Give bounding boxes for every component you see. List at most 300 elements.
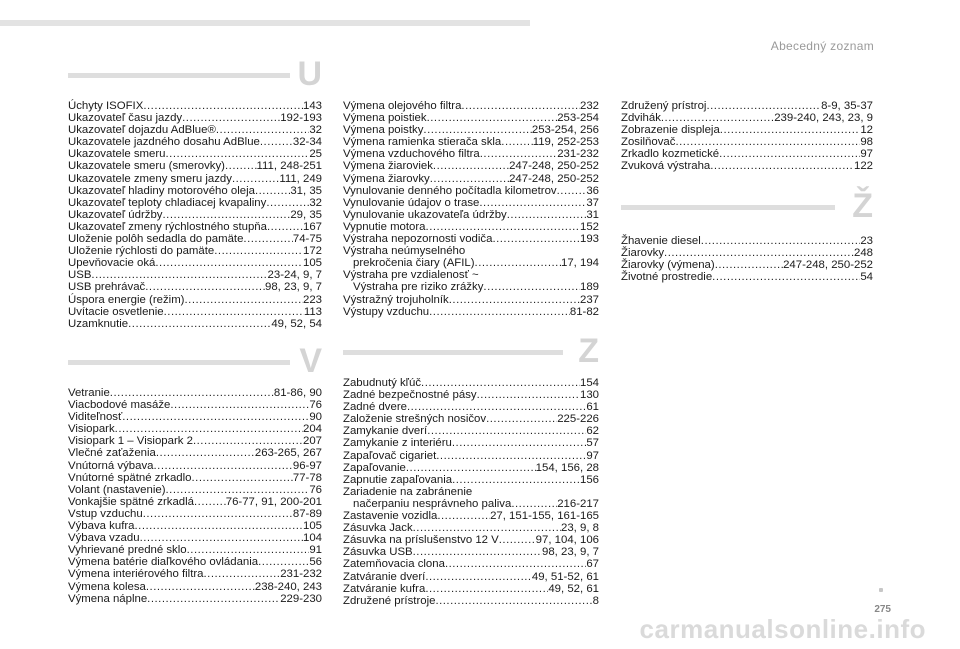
page-dot-marker <box>879 588 883 592</box>
leader-dots <box>145 281 265 293</box>
section-z <box>343 332 599 607</box>
section-v <box>68 342 322 605</box>
index-entry <box>343 510 599 522</box>
index-pages: 98, 23, 9, 7 <box>265 281 322 294</box>
index-pages: 23 <box>860 235 873 247</box>
index-entry <box>343 401 599 413</box>
section-zh-letter: Ž <box>852 187 873 225</box>
index-entry <box>621 160 873 172</box>
index-entry <box>68 318 322 330</box>
section-z-rule <box>343 350 563 355</box>
index-entry <box>343 534 599 546</box>
index-pages: 37 <box>586 196 599 209</box>
index-pages: 229-230 <box>280 592 322 605</box>
section-v-rule <box>68 360 290 365</box>
index-pages: 238-240, 243 <box>254 580 322 593</box>
index-entry <box>68 411 322 423</box>
section-v-header <box>68 342 322 387</box>
index-term: Ukazovatele zmeny smeru jazdy <box>68 172 232 185</box>
leader-dots <box>122 411 309 423</box>
index-pages: 49, 51-52, 61 <box>531 570 599 583</box>
index-entry <box>68 269 322 281</box>
leader-dots <box>511 498 557 510</box>
watermark-text: carmanualsonline.info <box>639 614 926 644</box>
index-entry <box>343 583 599 595</box>
leader-dots <box>260 136 293 148</box>
index-pages: 231-232 <box>280 568 322 581</box>
index-pages: 97 <box>586 449 599 462</box>
index-pages: 237 <box>579 293 599 306</box>
index-entry <box>343 413 599 425</box>
index-term: Výmena žiarovky <box>343 172 430 185</box>
index-pages: 32 <box>309 196 322 209</box>
index-entry <box>68 447 322 459</box>
index-title: Abecedný zoznam <box>770 39 874 53</box>
leader-dots <box>143 100 303 112</box>
leader-dots <box>166 484 310 496</box>
index-pages: 74-75 <box>292 233 322 246</box>
index-entry <box>621 112 873 124</box>
leader-dots <box>664 247 854 259</box>
index-pages: 23-24, 9, 7 <box>267 269 322 282</box>
section-z-continued <box>621 100 873 173</box>
leader-dots <box>187 544 310 556</box>
leader-dots <box>710 160 854 172</box>
leader-dots <box>719 148 860 160</box>
leader-dots <box>425 571 532 583</box>
index-pages: 247-248, 250-252 <box>509 160 599 173</box>
index-entry <box>621 259 873 271</box>
section-v-continued-list <box>343 100 599 318</box>
index-entry <box>68 197 322 209</box>
index-entry <box>343 148 599 160</box>
index-pages: 97, 104, 106 <box>535 534 599 547</box>
index-entry <box>68 544 322 556</box>
index-term: Vonkajšie spätné zrkadlá <box>68 495 195 508</box>
index-term: Ukazovateľ hladiny motorového oleja <box>68 184 255 197</box>
index-entry <box>68 185 322 197</box>
index-entry <box>343 437 599 449</box>
leader-dots <box>225 160 257 172</box>
index-term: Zrkadlo kozmetické <box>621 148 720 161</box>
index-entry <box>68 294 322 306</box>
index-term: Zamykanie dverí <box>343 425 428 438</box>
leader-dots <box>243 233 292 245</box>
index-entry <box>343 306 599 318</box>
index-pages: 81-82 <box>569 305 599 318</box>
index-term: USB prehrávač <box>68 281 146 294</box>
index-entry <box>68 496 322 508</box>
index-entry <box>68 281 322 293</box>
index-entry <box>343 197 599 209</box>
leader-dots <box>166 148 310 160</box>
index-term: Výstraha pre riziko zrážky <box>353 281 484 294</box>
leader-dots <box>258 556 309 568</box>
index-term: Žiarovky <box>621 247 665 260</box>
leader-dots <box>433 160 509 172</box>
index-entry <box>343 498 599 510</box>
index-term: Vynulovanie ukazovateľa údržby <box>343 208 507 221</box>
index-entry <box>68 221 322 233</box>
index-pages: 27, 151-155, 161-165 <box>490 510 599 523</box>
index-entry <box>343 294 599 306</box>
index-pages: 154 <box>579 377 599 389</box>
index-pages: 223 <box>302 293 322 306</box>
index-pages: 98, 23, 9, 7 <box>542 546 599 559</box>
leader-dots <box>421 377 580 389</box>
section-zh <box>621 187 873 284</box>
index-entry <box>343 546 599 558</box>
index-term: Zásuvka USB <box>343 546 413 559</box>
index-term: Výmena ramienka stierača skla <box>343 136 502 149</box>
index-pages: 76-77, 91, 200-201 <box>225 495 322 508</box>
index-pages: 54 <box>860 271 873 284</box>
index-term: Zásuvka Jack <box>343 522 413 535</box>
index-entry <box>621 271 873 283</box>
index-term: Zabudnutý kľúč <box>343 377 422 389</box>
leader-dots <box>715 259 783 271</box>
index-term: Ukazovatele jazdného dosahu AdBlue <box>68 136 260 149</box>
index-term: načerpaniu nesprávneho paliva <box>353 497 512 510</box>
leader-dots <box>427 425 586 437</box>
page-number: 275 <box>874 604 891 615</box>
index-entry <box>343 486 599 498</box>
index-term: Ukazovatele smeru (smerovky) <box>68 160 225 173</box>
section-u-rule <box>68 73 290 78</box>
index-pages: 31 <box>586 208 599 221</box>
index-entry <box>621 100 873 112</box>
index-pages: 113 <box>303 305 322 318</box>
index-pages: 67 <box>586 558 599 571</box>
leader-dots <box>182 112 280 124</box>
leader-dots <box>413 522 561 534</box>
leader-dots <box>164 306 304 318</box>
index-entry <box>68 245 322 257</box>
index-term: USB <box>68 269 92 282</box>
leader-dots <box>706 100 821 112</box>
index-entry <box>343 425 599 437</box>
index-term: Upevňovacie oká <box>68 257 156 270</box>
index-entry <box>68 387 322 399</box>
index-pages: 49, 52, 54 <box>271 317 322 330</box>
index-term: Visiopark <box>68 423 115 436</box>
leader-dots <box>429 306 570 318</box>
index-term: Zadné bezpečnostné pásy <box>343 389 477 402</box>
index-pages: 204 <box>302 423 322 436</box>
index-pages: 111, 248-251 <box>256 160 322 173</box>
index-entry <box>68 306 322 318</box>
index-pages: 25 <box>309 148 322 161</box>
index-term: Zdvihák <box>621 112 661 125</box>
leader-dots <box>675 136 860 148</box>
leader-dots <box>266 197 309 209</box>
index-entry <box>68 568 322 580</box>
leader-dots <box>91 269 267 281</box>
leader-dots <box>486 413 557 425</box>
index-term: Výstraha pre vzdialenosť ~ <box>343 269 479 282</box>
index-term: Zvuková výstraha <box>621 160 711 173</box>
index-pages: 172 <box>302 245 322 258</box>
index-pages: 17, 194 <box>560 257 599 270</box>
index-term: Vnútorná výbava <box>68 459 154 472</box>
index-pages: 98 <box>860 136 873 149</box>
index-term: Združený prístroj <box>621 100 707 112</box>
index-pages: 31, 35 <box>290 184 322 197</box>
index-term: Volant (nastavenie) <box>68 483 166 496</box>
index-entry <box>343 245 599 257</box>
index-pages: 97 <box>860 148 873 161</box>
leader-dots <box>194 496 226 508</box>
index-term: Vlečné zaťaženia <box>68 447 156 460</box>
leader-dots <box>413 546 542 558</box>
section-zh-rule <box>621 205 835 210</box>
index-term: Zapnutie zapaľovania <box>343 473 453 486</box>
index-term: Úchyty ISOFIX <box>68 100 144 112</box>
index-term: Ukazovateľ údržby <box>68 208 163 221</box>
index-term: Združené prístroje <box>343 594 436 607</box>
leader-dots <box>425 583 548 595</box>
index-pages: 247-248, 250-252 <box>509 172 599 185</box>
index-entry <box>343 281 599 293</box>
leader-dots <box>406 462 536 474</box>
leader-dots <box>436 450 586 462</box>
index-term: Výmena náplne <box>68 592 148 605</box>
index-term: Životné prostredie <box>621 271 713 284</box>
leader-dots <box>407 401 586 413</box>
index-term: Ukazovateľ zmeny rýchlostného stupňa <box>68 220 267 233</box>
index-term: Výmena poistky <box>343 124 424 137</box>
index-term: Zosilňovač <box>621 136 676 149</box>
leader-dots <box>232 173 279 185</box>
index-entry <box>68 112 322 124</box>
index-entry <box>343 269 599 281</box>
index-term: Zatemňovacia clona <box>343 558 445 571</box>
leader-dots <box>110 387 274 399</box>
index-pages: 207 <box>302 435 322 448</box>
leader-dots <box>477 389 580 401</box>
index-pages: 77-78 <box>292 471 322 484</box>
leader-dots <box>216 124 309 136</box>
index-pages: 143 <box>302 100 322 112</box>
index-pages: 253-254, 256 <box>531 124 599 137</box>
index-pages: 216-217 <box>557 497 599 510</box>
index-pages: 8-9, 35-37 <box>821 100 873 112</box>
index-pages: 248 <box>853 247 873 260</box>
index-pages: 193 <box>579 233 599 246</box>
index-term: Výmena poistiek <box>343 112 427 125</box>
section-z-header <box>343 332 599 377</box>
index-term: Ukazovatele smeru <box>68 148 166 161</box>
leader-dots <box>435 595 592 607</box>
leader-dots <box>163 209 291 221</box>
leader-dots <box>437 510 490 522</box>
index-term: Uloženie rýchlosti do pamäte <box>68 245 215 258</box>
index-term: Zamykanie z interiéru <box>343 437 452 450</box>
index-entry <box>68 581 322 593</box>
index-entry <box>343 173 599 185</box>
index-entry <box>343 112 599 124</box>
index-entry <box>68 556 322 568</box>
index-pages: 122 <box>853 160 873 173</box>
index-pages: 253-254 <box>557 112 599 125</box>
index-entry <box>343 100 599 112</box>
index-term: Výstraha neúmyselného <box>343 245 466 258</box>
index-pages: 29, 35 <box>290 208 322 221</box>
index-entry <box>621 136 873 148</box>
index-term: Výmena batérie diaľkového ovládania <box>68 556 259 569</box>
index-entry <box>343 474 599 486</box>
leader-dots <box>507 209 587 221</box>
index-term: Vstup vzduchu <box>68 507 143 520</box>
leader-dots <box>480 148 557 160</box>
index-term: Výbava vzadu <box>68 532 140 545</box>
index-term: Založenie strešných nosičov <box>343 413 487 426</box>
index-term: Žiarovky (výmena) <box>621 259 715 272</box>
index-pages: 90 <box>309 411 322 424</box>
index-term: Zariadenie na zabránenie <box>343 485 473 498</box>
leader-dots <box>255 185 290 197</box>
index-term: Vypnutie motora <box>343 220 426 233</box>
index-entry <box>68 532 322 544</box>
index-entry <box>621 247 873 259</box>
index-entry <box>343 595 599 607</box>
index-entry <box>68 460 322 472</box>
index-pages: 96-97 <box>292 459 322 472</box>
leader-dots <box>426 221 580 233</box>
index-entry <box>343 462 599 474</box>
index-term: Výmena žiaroviek <box>343 160 433 173</box>
index-pages: 36 <box>586 184 599 197</box>
index-term: Zapaľovanie <box>343 461 406 474</box>
index-term: Zatváranie kufra <box>343 582 426 595</box>
index-entry <box>343 377 599 389</box>
index-entry <box>343 450 599 462</box>
index-pages: 105 <box>302 520 322 533</box>
section-z-letter: Z <box>578 332 599 370</box>
index-term: Viditeľnosť <box>68 411 123 424</box>
section-z-continued-list <box>621 100 873 173</box>
index-term: Výstražný trojuholník <box>343 293 449 306</box>
index-pages: 32-34 <box>292 136 322 149</box>
index-entry <box>68 399 322 411</box>
index-term: Uvítacie osvetlenie <box>68 305 164 318</box>
index-pages: 23, 9, 8 <box>561 522 599 535</box>
index-term: Zatváranie dverí <box>343 570 426 583</box>
index-entry <box>68 484 322 496</box>
leader-dots <box>557 185 587 197</box>
leader-dots <box>483 281 580 293</box>
index-entry <box>621 124 873 136</box>
section-v-letter: V <box>299 342 322 380</box>
index-pages: 239-240, 243, 23, 9 <box>774 112 873 125</box>
leader-dots <box>214 245 303 257</box>
index-term: Vynulovanie údajov o trase <box>343 196 480 209</box>
leader-dots <box>430 173 509 185</box>
leader-dots <box>184 294 303 306</box>
index-entry <box>621 235 873 247</box>
index-pages: 81-86, 90 <box>273 387 322 399</box>
leader-dots <box>140 532 303 544</box>
index-pages: 76 <box>309 399 322 412</box>
index-term: Výstupy vzduchu <box>343 305 430 318</box>
leader-dots <box>115 423 303 435</box>
index-pages: 91 <box>309 544 322 557</box>
section-zh-header <box>621 187 873 235</box>
index-term: Vetranie <box>68 387 110 399</box>
index-term: Úspora energie (režim) <box>68 293 185 306</box>
section-v-list <box>68 387 322 605</box>
index-pages: 32 <box>309 124 322 137</box>
index-term: Výmena olejového filtra <box>343 100 462 112</box>
index-term: Zásuvka na príslušenstvo 12 V <box>343 534 499 547</box>
leader-dots <box>720 124 861 136</box>
index-pages: 56 <box>309 556 322 569</box>
leader-dots <box>170 399 309 411</box>
index-pages: 62 <box>586 425 599 438</box>
section-v-continued <box>343 100 599 318</box>
leader-dots <box>155 257 303 269</box>
index-entry <box>68 160 322 172</box>
index-pages: 192-193 <box>280 112 322 125</box>
section-u-letter: U <box>297 55 322 93</box>
index-term: Výmena kolesa <box>68 580 146 593</box>
index-entry <box>343 136 599 148</box>
index-pages: 119, 252-253 <box>532 136 599 149</box>
section-u-header <box>68 55 322 100</box>
index-entry <box>343 160 599 172</box>
index-entry <box>68 173 322 185</box>
index-entry <box>343 558 599 570</box>
index-pages: 152 <box>579 220 599 233</box>
leader-dots <box>191 472 292 484</box>
index-pages: 57 <box>586 437 599 450</box>
index-entry <box>68 209 322 221</box>
index-entry <box>68 435 322 447</box>
index-pages: 104 <box>302 532 322 545</box>
leader-dots <box>449 294 580 306</box>
index-pages: 263-265, 267 <box>254 447 322 460</box>
index-entry <box>68 100 322 112</box>
section-u <box>68 55 322 330</box>
index-pages: 12 <box>860 124 873 137</box>
index-term: Zobrazenie displeja <box>621 124 720 137</box>
index-entry <box>68 257 322 269</box>
index-pages: 76 <box>309 483 322 496</box>
leader-dots <box>475 257 561 269</box>
top-divider <box>0 20 530 26</box>
leader-dots <box>712 271 860 283</box>
index-pages: 232 <box>579 100 599 112</box>
leader-dots <box>143 508 293 520</box>
leader-dots <box>452 437 586 449</box>
index-term: Zadné dvere <box>343 401 407 414</box>
index-pages: 49, 52, 61 <box>548 582 599 595</box>
leader-dots <box>461 100 580 112</box>
index-term: Uzamknutie <box>68 317 129 330</box>
index-entry <box>343 221 599 233</box>
index-term: Žhavenie diesel <box>621 235 701 247</box>
index-entry <box>343 522 599 534</box>
index-term: Vynulovanie denného počítadla kilometrov <box>343 184 557 197</box>
index-term: Výbava kufra <box>68 520 135 533</box>
index-entry <box>68 148 322 160</box>
index-entry <box>68 508 322 520</box>
leader-dots <box>423 124 531 136</box>
index-term: Zapaľovač cigariet <box>343 449 437 462</box>
leader-dots <box>204 568 281 580</box>
index-pages: 167 <box>302 220 322 233</box>
leader-dots <box>134 520 303 532</box>
